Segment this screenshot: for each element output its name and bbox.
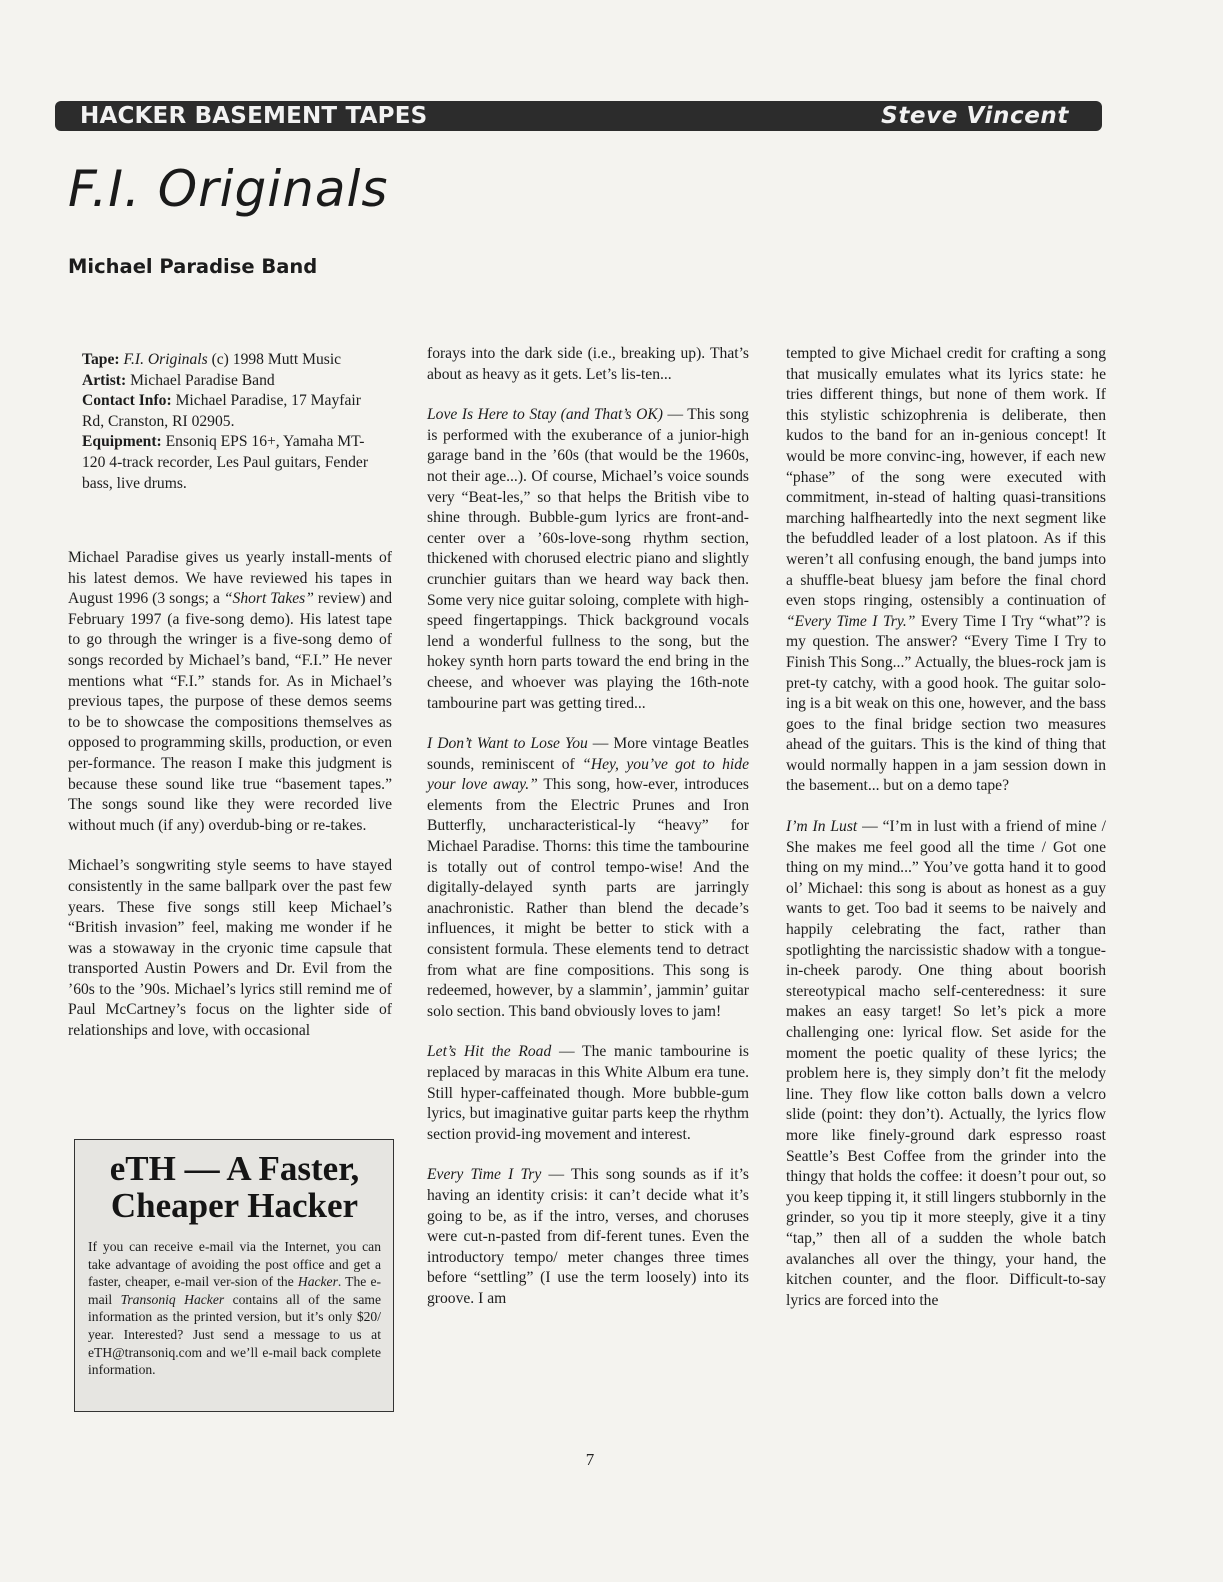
ad-headline: eTH — A Faster, Cheaper Hacker: [109, 1149, 360, 1225]
review-lets-hit-the-road: Let’s Hit the Road — The manic tambourine is replaced by maracas in this White Album era tune. Still hyper-caffeinated though. More bubble-gum lyrics, but imaginative guitar parts keep the rhythm section provid-ing movement and interest.: [427, 1043, 749, 1143]
ad-body: If you can receive e-mail via the Internet, you can take advantage of avoiding the post office and get a faster, cheaper, e-mail ver-sion of the Hacker. The e-mail Transoniq Hacker contains all of the same information as the printed version, but it’s only $20/ year. Interested? Just send a message to us at eTH@transoniq.com and we’ll e-mail back complete information.: [88, 1239, 381, 1378]
song-title: Love Is Here to Stay (and That’s OK): [427, 406, 663, 424]
column-2: [427, 344, 749, 1310]
song-title: I Don’t Want to Lose You: [427, 735, 588, 753]
tape-info-block: [82, 350, 382, 494]
section-title: HACKER BASEMENT TAPES: [80, 103, 428, 129]
column-1: [68, 548, 392, 1042]
section-banner: [55, 101, 1102, 131]
eth-advertisement-box: [74, 1139, 394, 1412]
song-title: Let’s Hit the Road: [427, 1043, 552, 1061]
artist-line: Artist: Michael Paradise Band: [82, 371, 275, 389]
paragraph: Michael’s songwriting style seems to have stayed consistently in the same ballpark over the past few years. These five songs still keep Michael’s “British invasion” feel, making me wonder if he was a stowaway in the cryonic time capsule that transported Austin Powers and Dr. Evil from the ’60s to the ’90s. Michael’s lyrics still remind me of Paul McCartney’s focus on the lighter side of relationships and love, with occasional: [68, 857, 392, 1040]
equipment-line: Equipment: Ensoniq EPS 16+, Yamaha MT-120 4-track recorder, Les Paul guitars, Fender bass, live drums.: [82, 433, 369, 492]
review-every-time-i-try: Every Time I Try — This song sounds as if it’s having an identity crisis: it can’t decide what it’s going to be, as if the intro, verses, and choruses were cut-n-pasted from dif-ferent tunes. Even the introductory tempo/ meter changes three times before “settling” (I use the term loosely) into its groove. I am: [427, 1166, 749, 1307]
review-im-in-lust: I’m In Lust — “I’m in lust with a friend of mine / She makes me feel good all the time / Got one thing on my mind...” You’ve gotta hand it to good ol’ Michael: this song is about as honest as a guy wants to get. Too bad it seems to be naively and happily celebrating the fact, rather than spotlighting the narcissistic shadow with a tongue-in-cheek parody. One thing about boorish stereotypical macho self-centeredness: it sure makes an easy target! So let’s pick a more challenging one: lyrical flow. Set aside for the moment the poetic quality of these lyrics; the problem here is, they simply don’t fit the melody line. They flow like cotton balls down a velcro slide (point: they don’t). Actually, the lyrics flow more like finely-ground dark espresso roast Seattle’s Best Coffee from the grinder into the thingy that holds the coffee: it doesn’t pour out, so you keep tipping it, it still lingers stubbornly in the grinder, so you tip it more steeply, give it a tiny “tap,” then all of a sudden the whole batch avalanches all over the thingy, your hand, the kitchen counter, and the floor. Difficult-to-say lyrics are forced into the: [786, 818, 1106, 1309]
tape-title: F.I. Originals: [123, 351, 208, 368]
paragraph: tempted to give Michael credit for crafting a song that musically emulates what its lyrics state: he tries different things, but none of them work. If this stylistic schizophrenia is deliberate, then kudos to the band for an in-genious concept! It would be more convinc-ing, however, if each new “phase” of the song were executed with commitment, in-stead of halting quasi-transitions marching halfheartedly into the next segment like the befuddled leader of a lost platoon. As if this weren’t all confusing enough, the band jumps into a shuffle-beat bluesy jam before the final chord even stops ringing, ostensibly a continuation of “Every Time I Try.” Every Time I Try “what”? is my question. The answer? “Every Time I Try to Finish This Song...” Actually, the blues-rock jam is pret-ty catchy, with a good hook. The guitar solo-ing is a bit weak on this one, however, and the bass goes to the final bridge section two measures ahead of the guitars. This is the kind of thing that would normally happen in a jam session down in the basement... but on a demo tape?: [786, 345, 1106, 795]
contact-line: Contact Info: Michael Paradise, 17 Mayfair Rd, Cranston, RI 02905.: [82, 392, 361, 430]
article-subtitle: Michael Paradise Band: [68, 255, 318, 278]
paragraph: Michael Paradise gives us yearly install-ments of his latest demos. We have reviewed his tapes in August 1996 (3 songs; a “Short Takes” review) and February 1997 (a five-song demo). His latest tape to go through the wringer is a five-song demo of songs recorded by Michael’s band, “F.I.” He never mentions what “F.I.” stands for. As in Michael’s previous tapes, the purpose of these demos seems to be to showcase the compositions themselves as opposed to programming skills, production, or even per-formance. The reason I make this judgment is because these sound like true “basement tapes.” The songs sound like they were recorded live without much (if any) overdub-bing or re-takes.: [68, 549, 392, 834]
review-i-dont-want-to-lose-you: I Don’t Want to Lose You — More vintage Beatles sounds, reminiscent of “Hey, you’ve got to hide your love away.” This song, how-ever, introduces elements from the Electric Prunes and Iron Butterfly, uncharacteristical-ly “heavy” for Michael Paradise. Thorns: this time the tambourine is totally out of control tempo-wise! And the digitally-delayed synth parts are jarringly anachronistic. Rather than blend the decade’s influences, it might be better to stick with a consistent formula. These elements tend to detract from what are fine compositions. This song is redeemed, however, by a slammin’, jammin’ guitar solo section. This band obviously loves to jam!: [427, 735, 749, 1020]
review-love-is-here-to-stay: Love Is Here to Stay (and That’s OK) — This song is performed with the exuberance of a junior-high garage band in the ’60s (that would be the 1960s, not their age...). Of course, Michael’s voice sounds very “Beat-les,” so that helps the British vibe to shine through. Bubble-gum lyrics are front-and-center over a ’60s-love-song rhythm section, thickened with chorused electric piano and slightly crunchier guitars than we heard way back then. Some very nice guitar soloing, complete with high-speed fingertappings. Thick background vocals lend a wonderful fullness to the song, but the hokey synth horn parts toward the end bring in the cheese, and whoever was playing the 16th-note tambourine part was getting tired...: [427, 406, 749, 712]
article-title: F.I. Originals: [68, 160, 389, 218]
page-number: 7: [585, 1450, 595, 1469]
author-name: Steve Vincent: [881, 103, 1069, 129]
paragraph: forays into the dark side (i.e., breaking up). That’s about as heavy as it gets. Let’s lis-ten...: [427, 345, 749, 383]
song-title: Every Time I Try: [427, 1166, 542, 1184]
song-title: I’m In Lust: [786, 818, 858, 836]
tape-line: Tape: F.I. Originals (c) 1998 Mutt Music: [82, 351, 342, 368]
column-3: [786, 344, 1106, 1311]
